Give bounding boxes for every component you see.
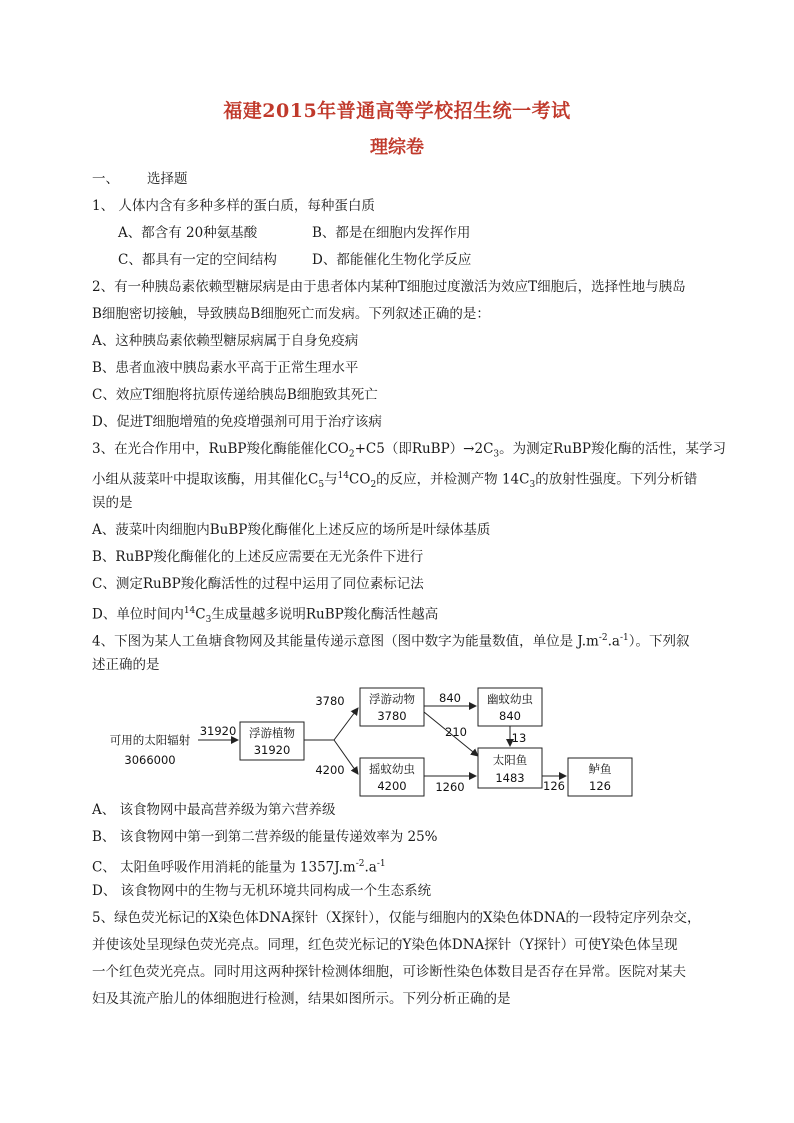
q3-option-d bbox=[92, 601, 438, 630]
sunfish-value: 1483 bbox=[495, 771, 525, 785]
q3-superscript: 14 bbox=[337, 471, 350, 481]
insect-name: 摇蚊幼虫 bbox=[369, 762, 415, 776]
q4-option-a: A、 该食物网中最高营养级为第六营养级 bbox=[92, 802, 336, 818]
q3-subscript: 2 bbox=[370, 480, 377, 491]
q1-stem: 1、 人体内含有多种多样的蛋白质，每种蛋白质 bbox=[92, 198, 375, 214]
zoo-name: 浮游动物 bbox=[369, 692, 415, 706]
q3-subscript: 3 bbox=[493, 449, 500, 460]
q3-subscript: 5 bbox=[318, 480, 325, 491]
section-number: 一、 bbox=[92, 171, 119, 187]
q5-stem-line2: 并使该处呈现绿色荧光亮点。同理，红色荧光标记的Y染色体DNA探针（Y探针）可使Y染色体呈现 bbox=[92, 937, 678, 953]
sun-value: 3066000 bbox=[124, 753, 176, 767]
larva-value: 840 bbox=[499, 709, 521, 723]
q3-subscript: 2 bbox=[348, 449, 355, 460]
q3-text: D、单位时间内 bbox=[92, 606, 184, 623]
zoo-value: 3780 bbox=[377, 709, 407, 723]
edge-label-zoo-larva: 840 bbox=[439, 691, 461, 705]
q4-option-c bbox=[92, 854, 386, 878]
edge-label-larva-sunfish: 13 bbox=[511, 731, 527, 745]
section-heading bbox=[92, 169, 188, 189]
q3-option-c: C、测定RuBP羧化酶活性的过程中运用了同位素标记法 bbox=[92, 576, 424, 592]
q2-option-d: D、促进T细胞增殖的免疫增强剂可用于治疗该病 bbox=[92, 414, 382, 430]
q3-text: 小组从菠菜叶中提取该酶，用其催化C bbox=[92, 471, 319, 488]
q5-stem-line3: 一个红色荧光亮点。同时用这两种探针检测体细胞，可诊断性染色体数目是否存在异常。医院对某夫 bbox=[92, 964, 686, 980]
q2-stem-line2: B细胞密切接触，导致胰岛B细胞死亡而发病。下列叙述正确的是： bbox=[92, 306, 490, 322]
edge-label-plant-zoo: 3780 bbox=[315, 694, 345, 708]
q1-option-c: C、都具有一定的空间结构 bbox=[118, 252, 277, 268]
perch-value: 126 bbox=[589, 779, 611, 793]
q4-stem-line1 bbox=[92, 628, 690, 652]
edge-label-sunfish-perch: 126 bbox=[543, 779, 565, 793]
q4-superscript: -1 bbox=[619, 633, 629, 643]
q3-text: +C5（即RuBP）→2C bbox=[354, 441, 494, 457]
q5-stem-line1: 5、绿色荧光标记的X染色体DNA探针（X探针），仅能与细胞内的X染色体DNA的一段特定序列杂交， bbox=[92, 910, 701, 926]
q4-text: 4、下图为某人工鱼塘食物网及其能量传递示意图（图中数字为能量数值，单位是 J.m bbox=[92, 633, 599, 650]
q3-text: 3、在光合作用中，RuBP羧化酶能催化CO bbox=[92, 441, 349, 457]
q4-text: .a bbox=[364, 859, 377, 876]
q3-stem-line3: 误的是 bbox=[92, 495, 133, 511]
q3-text: 生成量越多说明RuBP羧化酶活性越高 bbox=[211, 606, 439, 623]
food-web-diagram bbox=[96, 682, 696, 798]
insect-value: 4200 bbox=[377, 779, 407, 793]
q4-superscript: -2 bbox=[598, 633, 608, 643]
q1-option-b: B、都是在细胞内发挥作用 bbox=[312, 225, 471, 241]
edge-label-insect-sunfish: 1260 bbox=[435, 780, 465, 794]
q3-stem-line1 bbox=[92, 439, 726, 465]
q5-stem-line4: 妇及其流产胎儿的体细胞进行检测，结果如图所示。下列分析正确的是 bbox=[92, 991, 511, 1007]
section-label: 选择题 bbox=[147, 171, 188, 187]
larva-name: 幽蚊幼虫 bbox=[487, 692, 533, 706]
q4-text: ）。下列叙 bbox=[628, 633, 690, 650]
q2-option-b: B、患者血液中胰岛素水平高于正常生理水平 bbox=[92, 360, 359, 376]
q2-option-c: C、效应T细胞将抗原传递给胰岛B细胞致其死亡 bbox=[92, 387, 378, 403]
edge-label-zoo-sunfish: 210 bbox=[445, 725, 467, 739]
q4-text: C、 太阳鱼呼吸作用消耗的能量为 1357J.m bbox=[92, 859, 356, 876]
q3-text: 的放射性强度。下列分析错 bbox=[535, 471, 698, 488]
sunfish-name: 太阳鱼 bbox=[492, 753, 528, 767]
edge-label-sun-plant: 31920 bbox=[199, 724, 237, 738]
q3-subscript: 3 bbox=[529, 480, 536, 491]
plant-value: 31920 bbox=[253, 743, 291, 757]
q3-stem-line2 bbox=[92, 466, 697, 495]
q2-stem-line1: 2、有一种胰岛素依赖型糖尿病是由于患者体内某种T细胞过度激活为效应T细胞后，选择性地与胰岛 bbox=[92, 279, 686, 295]
edge-label-plant-insect: 4200 bbox=[315, 763, 345, 777]
q4-text: .a bbox=[607, 633, 620, 650]
q4-option-b: B、 该食物网中第一到第二营养级的能量传递效率为 25% bbox=[92, 829, 438, 845]
q4-superscript: -1 bbox=[376, 859, 386, 869]
q3-option-b: B、RuBP羧化酶催化的上述反应需要在无光条件下进行 bbox=[92, 549, 424, 565]
q1-option-d: D、都能催化生物化学反应 bbox=[312, 252, 472, 268]
q4-option-d: D、 该食物网中的生物与无机环境共同构成一个生态系统 bbox=[92, 883, 432, 899]
q3-text: 与 bbox=[324, 471, 338, 488]
q3-text: CO bbox=[349, 471, 371, 488]
edge-plant-zoo bbox=[334, 708, 358, 740]
q3-text: 的反应，并检测产物 14C bbox=[376, 471, 530, 488]
q4-stem-line2: 述正确的是 bbox=[92, 657, 160, 673]
q3-text: 。为测定RuBP羧化酶的活性，某学习 bbox=[499, 441, 727, 457]
perch-name: 鲈鱼 bbox=[588, 762, 612, 776]
q2-option-a: A、这种胰岛素依赖型糖尿病属于自身免疫病 bbox=[92, 333, 359, 349]
plant-name: 浮游植物 bbox=[249, 726, 295, 740]
q4-superscript: -2 bbox=[355, 859, 365, 869]
sun-label: 可用的太阳辐射 bbox=[109, 733, 191, 747]
exam-title: 福建2015年普通高等学校招生统一考试 bbox=[223, 100, 571, 122]
q3-superscript: 14 bbox=[183, 606, 196, 616]
exam-subtitle: 理综卷 bbox=[370, 137, 424, 158]
q3-subscript: 3 bbox=[205, 615, 212, 626]
q3-text: C bbox=[195, 606, 206, 623]
q3-option-a: A、菠菜叶肉细胞内BuBP羧化酶催化上述反应的场所是叶绿体基质 bbox=[92, 522, 491, 538]
q1-option-a: A、都含有 20种氨基酸 bbox=[118, 225, 258, 241]
